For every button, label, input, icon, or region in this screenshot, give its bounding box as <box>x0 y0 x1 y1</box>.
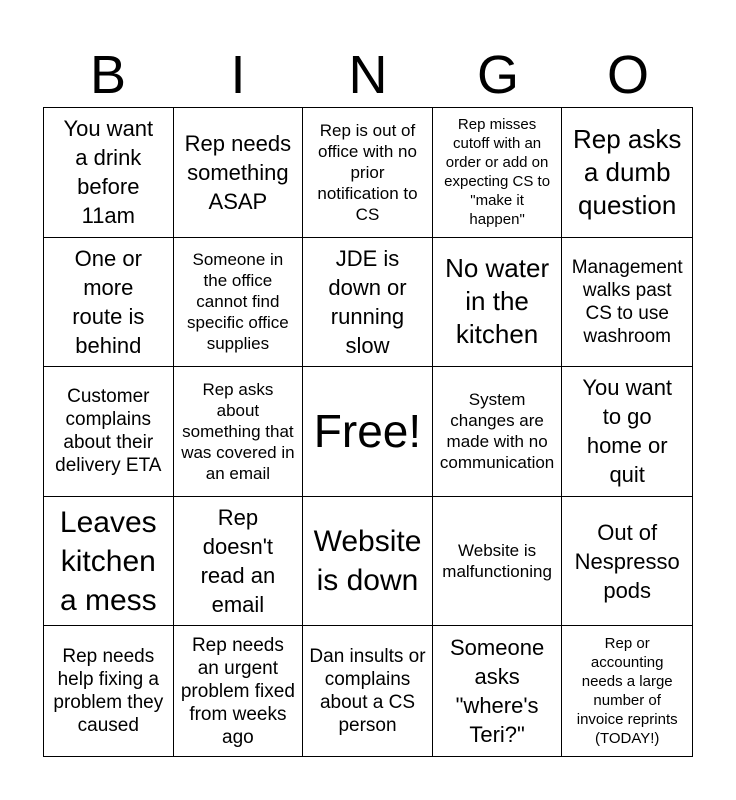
bingo-cell[interactable] <box>433 238 563 368</box>
bingo-cell[interactable] <box>303 626 433 756</box>
bingo-cell[interactable] <box>174 497 304 627</box>
cell-text: Rep or accounting needs a large number of invoice reprints (TODAY!) <box>576 635 678 748</box>
bingo-cell[interactable] <box>174 367 304 497</box>
bingo-cell[interactable] <box>433 626 563 756</box>
bingo-cell[interactable] <box>562 238 692 368</box>
cell-text: Website is down <box>313 525 422 598</box>
cell-text: Someone in the office cannot find specific office supplies <box>187 250 289 354</box>
cell-text: One or more route is behind <box>72 245 145 358</box>
bingo-cell[interactable] <box>44 108 174 238</box>
bingo-cell[interactable] <box>44 497 174 627</box>
free-space-text: Free! <box>313 405 422 458</box>
bingo-cell[interactable] <box>433 108 563 238</box>
bingo-cell[interactable] <box>303 497 433 627</box>
cell-text: Rep needs something ASAP <box>184 130 292 214</box>
cell-text: Rep asks a dumb question <box>573 123 682 220</box>
cell-text: Management walks past CS to use washroom <box>571 256 683 347</box>
bingo-cell[interactable] <box>174 238 304 368</box>
header-letter-n: N <box>348 45 388 105</box>
cell-text: JDE is down or running slow <box>328 245 407 358</box>
header-letter-o: O <box>606 45 649 105</box>
cell-text: Rep needs an urgent problem fixed from weeks ago <box>180 634 295 748</box>
bingo-card <box>43 107 693 757</box>
bingo-cell[interactable] <box>44 238 174 368</box>
free-space[interactable] <box>303 367 433 497</box>
bingo-cell[interactable] <box>174 108 304 238</box>
bingo-cell[interactable] <box>44 626 174 756</box>
bingo-cell[interactable] <box>433 367 563 497</box>
cell-text: You want to go home or quit <box>582 375 673 488</box>
header-letter-i: I <box>230 45 246 105</box>
cell-text: Rep needs help fixing a problem they caused <box>53 646 164 737</box>
bingo-cell[interactable] <box>562 367 692 497</box>
cell-text: Customer complains about their delivery ETA <box>55 386 162 477</box>
cell-text: Out of Nespresso pods <box>574 519 680 603</box>
bingo-cell[interactable] <box>562 108 692 238</box>
cell-text: You want a drink before 11am <box>63 116 154 229</box>
cell-text: Rep doesn't read an email <box>200 505 276 618</box>
header-letter-g: G <box>476 45 519 105</box>
cell-text: System changes are made with no communication <box>439 390 555 473</box>
cell-text: Dan insults or complains about a CS person <box>309 646 426 737</box>
bingo-cell[interactable] <box>562 626 692 756</box>
bingo-cell[interactable] <box>433 497 563 627</box>
bingo-cell[interactable] <box>303 108 433 238</box>
cell-text: Website is malfunctioning <box>442 541 552 582</box>
cell-text: Leaves kitchen a mess <box>59 505 157 617</box>
bingo-header <box>43 44 693 106</box>
cell-text: Rep is out of office with no prior notification to CS <box>317 120 418 224</box>
cell-text: Rep asks about something that was covered in an email <box>181 379 295 483</box>
cell-text: No water in the kitchen <box>445 253 550 350</box>
cell-text: Rep misses cutoff with an order or add on expecting CS to "make it happen" <box>444 116 551 229</box>
bingo-cell[interactable] <box>44 367 174 497</box>
bingo-cell[interactable] <box>174 626 304 756</box>
bingo-cell[interactable] <box>562 497 692 627</box>
bingo-cell[interactable] <box>303 238 433 368</box>
header-letter-b: B <box>89 45 127 105</box>
cell-text: Someone asks "where's Teri?" <box>450 635 545 748</box>
